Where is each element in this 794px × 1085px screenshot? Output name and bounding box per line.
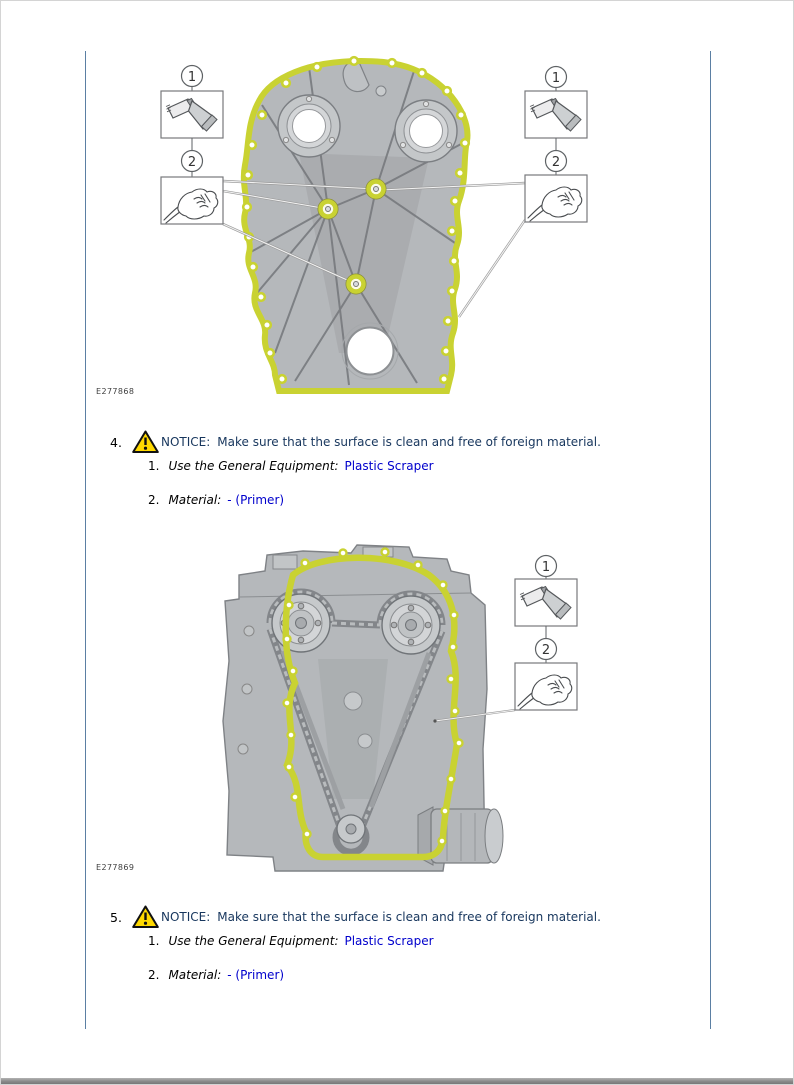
callout-2-number: 2 (551, 155, 561, 170)
figure-code-label: E277869 (96, 863, 135, 872)
fig1-callout-column-right (525, 67, 587, 223)
substep-label: Material: (168, 968, 222, 982)
step-4 (110, 430, 601, 454)
step-number: 4. (110, 434, 122, 450)
callout-1-number: 1 (551, 71, 561, 86)
step-5-substep-2 (148, 968, 284, 982)
material-link[interactable]: - (Primer) (227, 493, 285, 507)
cam-seal-opening-right (395, 100, 457, 162)
page-border-left (85, 51, 86, 1029)
substep-number: 2. (148, 968, 160, 982)
notice-text (161, 435, 601, 449)
timing-cover-art (243, 57, 469, 391)
substep-number: 2. (148, 493, 160, 507)
window-bottom-edge (1, 1078, 793, 1084)
substep-number: 1. (148, 934, 160, 948)
engine-front-art (223, 545, 503, 871)
fig1-callout-column-left (161, 66, 223, 225)
general-equipment-link[interactable]: Plastic Scraper (344, 934, 434, 948)
figure-timing-cover-sealant (149, 53, 604, 398)
substep-label: Use the General Equipment: (168, 934, 339, 948)
callout-1-number: 1 (187, 70, 197, 85)
notice-label: NOTICE: (161, 435, 211, 449)
crank-sprocket (337, 815, 365, 843)
warning-triangle-icon (132, 430, 159, 454)
substep-label: Material: (168, 493, 222, 507)
material-link[interactable]: - (Primer) (227, 968, 285, 982)
step-4-substep-2 (148, 493, 284, 507)
figure-code-label: E277868 (96, 387, 135, 396)
callout-2-number: 2 (187, 155, 197, 170)
notice-body: Make sure that the surface is clean and free of foreign material. (217, 435, 601, 449)
page-border-right (710, 51, 711, 1029)
step-4-substep-1 (148, 459, 434, 473)
callout-2-number: 2 (541, 643, 551, 658)
notice-label: NOTICE: (161, 910, 211, 924)
cam-sprocket-right (382, 596, 440, 654)
step-5 (110, 905, 601, 929)
warning-triangle-icon (132, 905, 159, 929)
cam-seal-opening-left (278, 95, 340, 157)
notice-body: Make sure that the surface is clean and free of foreign material. (217, 910, 601, 924)
notice-text (161, 910, 601, 924)
figure-engine-front-sealant (213, 539, 593, 884)
step-number: 5. (110, 909, 122, 925)
callout-1-number: 1 (541, 560, 551, 575)
step-5-substep-1 (148, 934, 434, 948)
general-equipment-link[interactable]: Plastic Scraper (344, 459, 434, 473)
substep-label: Use the General Equipment: (168, 459, 339, 473)
fig2-callout-column-right (515, 556, 577, 711)
substep-number: 1. (148, 459, 160, 473)
cam-sprocket-left (272, 594, 330, 652)
